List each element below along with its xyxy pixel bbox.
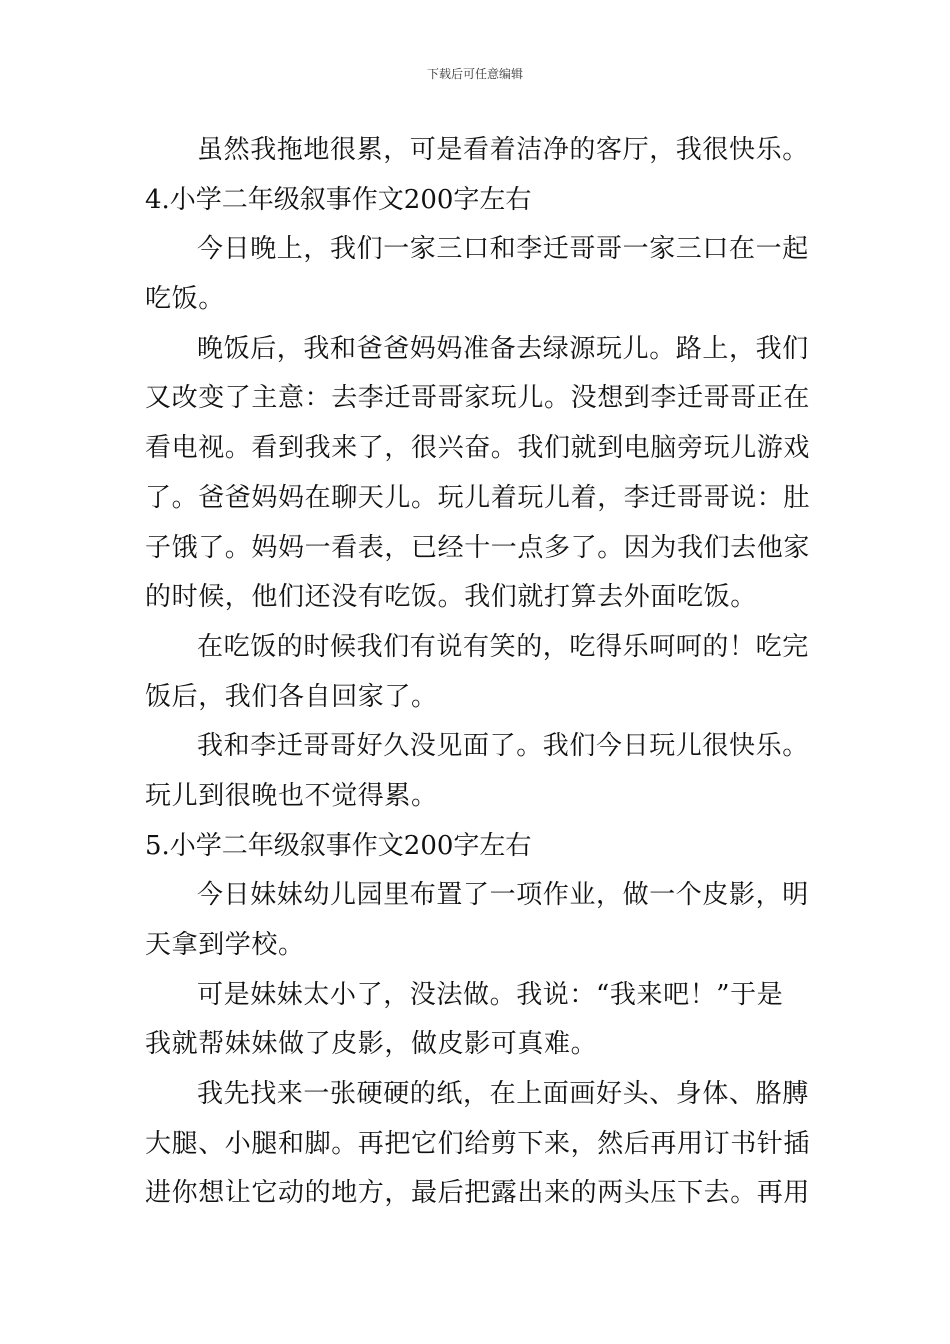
- text-line: 我和李迁哥哥好久没见面了。我们今日玩儿很快乐。: [197, 731, 809, 762]
- text-line: 吃饭。: [145, 284, 225, 315]
- text-line: 可是妹妹太小了，没法做。我说：“我来吧！”于是: [197, 979, 784, 1010]
- text-line: 了。爸爸妈妈在聊天儿。玩儿着玩儿着，李迁哥哥说：肚: [145, 482, 811, 513]
- text-line: 的时候，他们还没有吃饭。我们就打算去外面吃饭。: [145, 582, 757, 613]
- text-line: 玩儿到很晚也不觉得累。: [145, 780, 438, 811]
- page-header: 下载后可任意编辑: [426, 67, 523, 81]
- document-body: [145, 126, 811, 1219]
- text-line: 晚饭后，我和爸爸妈妈准备去绿源玩儿。路上，我们: [197, 333, 809, 364]
- text-line: 大腿、小腿和脚。再把它们给剪下来，然后再用订书针插: [145, 1128, 811, 1159]
- text-line: 我就帮妹妹做了皮影，做皮影可真难。: [145, 1029, 598, 1060]
- section-heading: 5.小学二年级叙事作文200字左右: [145, 830, 532, 861]
- text-line: 看电视。看到我来了，很兴奋。我们就到电脑旁玩儿游戏: [145, 433, 811, 464]
- text-line: 今日妹妹幼儿园里布置了一项作业，做一个皮影，明: [197, 880, 809, 911]
- text-line: 天拿到学校。: [145, 930, 305, 960]
- text-line: 进你想让它动的地方，最后把露出来的两头压下去。再用: [145, 1178, 811, 1209]
- text-line: 今日晚上，我们一家三口和李迁哥哥一家三口在一起: [197, 234, 809, 265]
- text-line: 虽然我拖地很累，可是看着洁净的客厅，我很快乐。: [197, 135, 809, 165]
- text-line: 饭后，我们各自回家了。: [145, 681, 438, 712]
- section-heading: 4.小学二年级叙事作文200字左右: [145, 184, 532, 215]
- text-line: 子饿了。妈妈一看表，已经十一点多了。因为我们去他家: [145, 532, 811, 563]
- text-line: 又改变了主意：去李迁哥哥家玩儿。没想到李迁哥哥正在: [145, 383, 811, 414]
- text-line: 在吃饭的时候我们有说有笑的，吃得乐呵呵的！吃完: [197, 631, 809, 662]
- text-line: 我先找来一张硬硬的纸，在上面画好头、身体、胳膊: [197, 1079, 809, 1110]
